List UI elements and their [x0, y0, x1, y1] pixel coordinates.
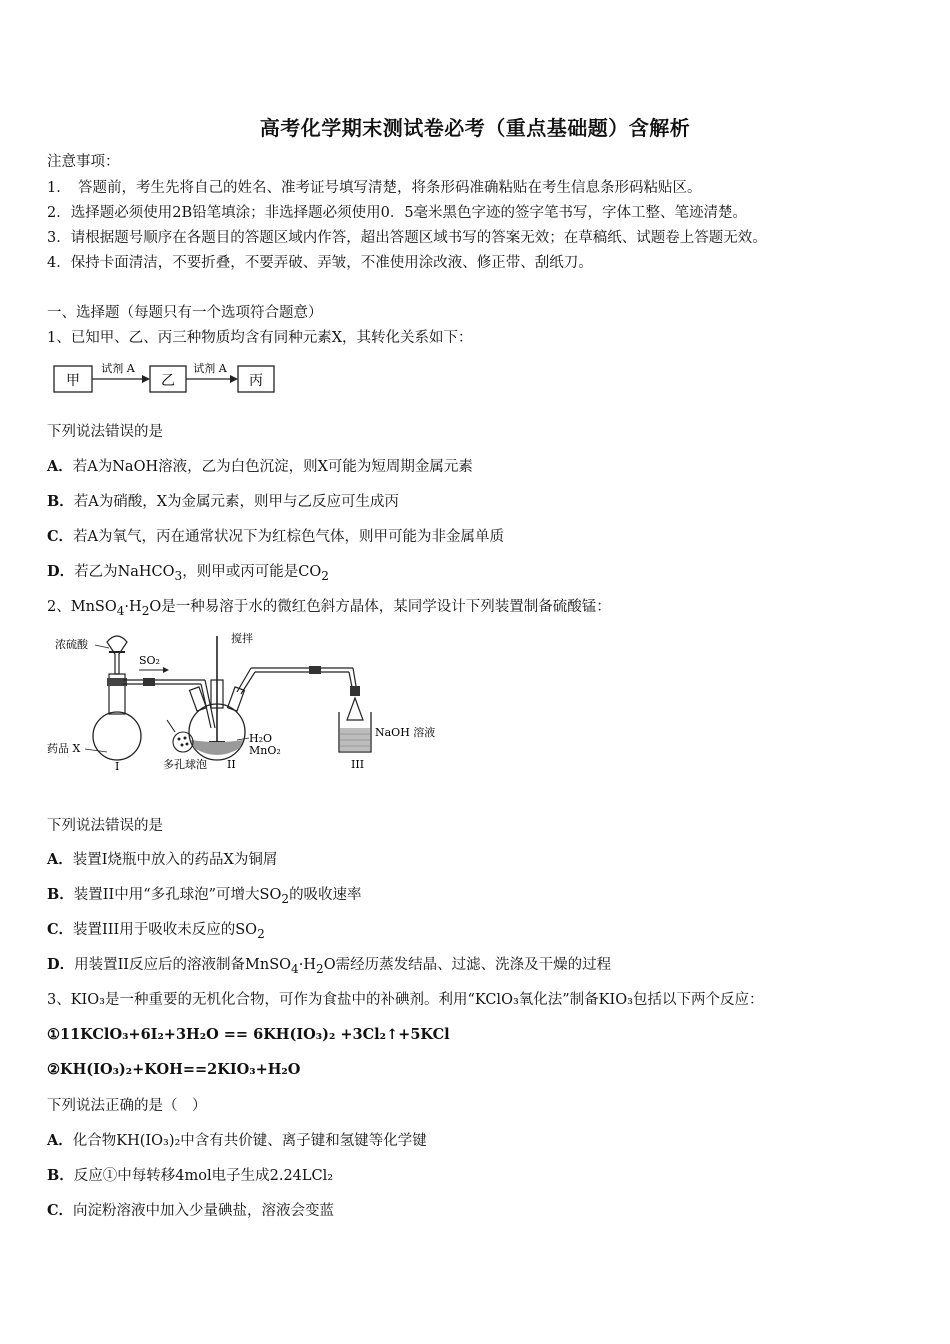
diagram-box-jia-label: 甲 [66, 373, 80, 389]
notice-item-4: 4．保持卡面清洁，不要折叠，不要弄破、弄皱，不准使用涂改液、修正带、刮纸刀。 [47, 255, 593, 271]
notice-heading: 注意事项： [47, 154, 120, 170]
q2-option-c-label: C． [47, 921, 74, 938]
rubber-joint-3 [350, 686, 360, 696]
apparatus-diagram [47, 628, 447, 776]
q2-option-d-text2: ·H [298, 957, 316, 973]
porous-dot-2 [184, 737, 187, 740]
q3-option-c-label: C． [47, 1202, 74, 1219]
rubber-joint-1 [143, 678, 155, 686]
q3-option-c [47, 1201, 334, 1221]
label-apparatus-3: III [351, 758, 365, 771]
q2-option-d-sub: 4 [291, 961, 299, 976]
diagram-arrowhead-1 [142, 375, 150, 383]
q1-option-b [47, 492, 399, 512]
q2-option-c [47, 920, 265, 944]
q2-stem-part1: 2、MnSO [47, 599, 117, 615]
q3-option-b-label: B． [47, 1167, 74, 1184]
q2-option-d-text3: O需经历蒸发结晶、过滤、洗涤及干燥的过程 [323, 957, 612, 973]
q1-option-d-sub: 3 [174, 568, 183, 583]
label-apparatus-1: I [115, 760, 120, 773]
diagram-box-bing-label: 丙 [249, 373, 263, 389]
q2-option-a-text: 装置I烧瓶中放入的药品X为铜屑 [72, 852, 278, 868]
label-mno2: MnO₂ [249, 744, 281, 757]
q2-stem-part3: O是一种易溶于水的微红色斜方晶体，某同学设计下列装置制备硫酸锰： [149, 599, 611, 615]
q3-reaction-1: ①11KClO₃+6I₂+3H₂O == 6KH(IO₃)₂ +3Cl₂↑+5KCl [47, 1026, 450, 1043]
q2-stem-sub2: 2 [141, 603, 150, 618]
q2-option-a [47, 850, 277, 870]
label-naoh: NaOH 溶液 [375, 726, 436, 739]
conversion-diagram [50, 360, 280, 396]
q2-option-b-text2: 的吸收速率 [289, 887, 362, 903]
q1-option-a [47, 457, 473, 477]
question-3-stem: 3、KIO₃是一种重要的无机化合物，可作为食盐中的补碘剂。利用“KClO₃氧化法”制备KIO₃包括以下两个反应： [47, 992, 764, 1008]
label-h2o: H₂O [249, 732, 273, 745]
tube-2-3-up-b [241, 672, 255, 694]
beaker-liquid [340, 728, 370, 751]
porous-dot-1 [178, 738, 181, 741]
diagram-arrow-2-label: 试剂 A [193, 362, 227, 375]
q2-option-d-sub2: 2 [316, 961, 324, 976]
label-stir: 搅拌 [231, 632, 253, 645]
notice-item-3: 3．请根据题号顺序在各题目的答题区域内作答，超出答题区域书写的答案无效；在草稿纸、试题卷上答题无效。 [47, 230, 767, 246]
dropping-funnel [107, 636, 127, 674]
q3-option-c-text: 向淀粉溶液中加入少量碘盐，溶液会变蓝 [73, 1203, 335, 1219]
inverted-funnel [347, 698, 363, 720]
question-3-prompt: 下列说法正确的是（ ） [47, 1098, 207, 1114]
q2-stem-sub1: 4 [116, 603, 125, 618]
q2-option-d-text: 用装置II反应后的溶液制备MnSO [74, 957, 292, 973]
notice-item-1: 1． 答题前，考生先将自己的姓名、准考证号填写清楚，将条形码准确粘贴在考生信息条形码粘贴区。 [47, 180, 702, 196]
flask-1-stopper [107, 678, 127, 686]
drug-x-pointer [85, 749, 107, 752]
so2-arrowhead [163, 667, 169, 673]
porous-dot-4 [186, 743, 189, 746]
q2-option-b [47, 885, 362, 909]
question-1-stem: 1、已知甲、乙、丙三种物质均含有同种元素X，其转化关系如下： [47, 330, 473, 346]
q1-option-b-label: B． [47, 493, 74, 510]
q1-option-c-label: C． [47, 528, 74, 545]
q1-option-a-text: 若A为NaOH溶液，乙为白色沉淀，则X可能为短周期金属元素 [72, 459, 473, 475]
q1-option-d-sub2: 2 [321, 568, 329, 583]
question-2-stem [47, 597, 611, 621]
q3-option-b [47, 1166, 333, 1186]
q2-option-b-text: 装置II中用“多孔球泡”可增大SO [73, 887, 282, 903]
q2-option-c-sub: 2 [257, 926, 265, 941]
porous-bulb [173, 732, 193, 752]
q2-option-a-label: A． [47, 851, 73, 868]
q3-option-a [47, 1131, 427, 1151]
label-so2: SO₂ [139, 654, 160, 667]
q1-option-b-text: 若A为硝酸，X为金属元素，则甲与乙反应可生成丙 [73, 494, 400, 510]
q2-option-d [47, 955, 611, 979]
q1-option-d-text2: ，则甲或丙可能是CO [182, 564, 322, 580]
label-conc-acid: 浓硫酸 [55, 638, 88, 651]
question-2-prompt: 下列说法错误的是 [47, 818, 163, 834]
label-apparatus-2: II [227, 758, 236, 771]
flask-1-body [93, 712, 141, 760]
label-drug-x: 药品 X [47, 742, 81, 755]
rubber-joint-2 [309, 666, 321, 674]
label-porous: 多孔球泡 [163, 758, 207, 771]
page-title: 高考化学期末测试卷必考（重点基础题）含解析 [259, 116, 691, 140]
porous-stem [167, 720, 175, 732]
q3-option-a-text: 化合物KH(IO₃)₂中含有共价键、离子键和氢键等化学键 [72, 1133, 427, 1149]
q3-option-b-text: 反应①中每转移4mol电子生成2.24LCl₂ [73, 1168, 334, 1184]
q1-option-d-text: 若乙为NaHCO [74, 564, 175, 580]
q1-option-c-text: 若A为氧气，丙在通常状况下为红棕色气体，则甲可能为非金属单质 [73, 529, 505, 545]
q1-option-a-label: A． [47, 458, 73, 475]
q1-option-d [47, 562, 329, 586]
section-heading: 一、选择题（每题只有一个选项符合题意） [47, 305, 323, 321]
q3-option-a-label: A． [47, 1132, 73, 1149]
q1-option-d-label: D． [47, 563, 75, 580]
q2-option-d-label: D． [47, 956, 75, 973]
diagram-arrow-1-label: 试剂 A [101, 362, 135, 375]
q2-option-b-sub: 2 [281, 891, 290, 906]
diagram-arrowhead-2 [230, 375, 238, 383]
q2-stem-part2: ·H [124, 599, 142, 615]
q3-reaction-2: ②KH(IO₃)₂+KOH==2KIO₃+H₂O [47, 1061, 301, 1078]
q2-option-c-text: 装置III用于吸收未反应的SO [73, 922, 258, 938]
conc-acid-pointer [95, 645, 109, 648]
notice-item-2: 2．选择题必须使用2B铅笔填涂；非选择题必须使用0．5毫米黑色字迹的签字笔书写，字体工整、笔迹清楚。 [47, 205, 748, 221]
diagram-box-yi-label: 乙 [161, 373, 175, 389]
porous-dot-3 [181, 744, 184, 747]
q1-option-c [47, 527, 504, 547]
q2-option-b-label: B． [47, 886, 74, 903]
question-1-prompt: 下列说法错误的是 [47, 424, 163, 440]
h2o-pointer [237, 738, 249, 740]
